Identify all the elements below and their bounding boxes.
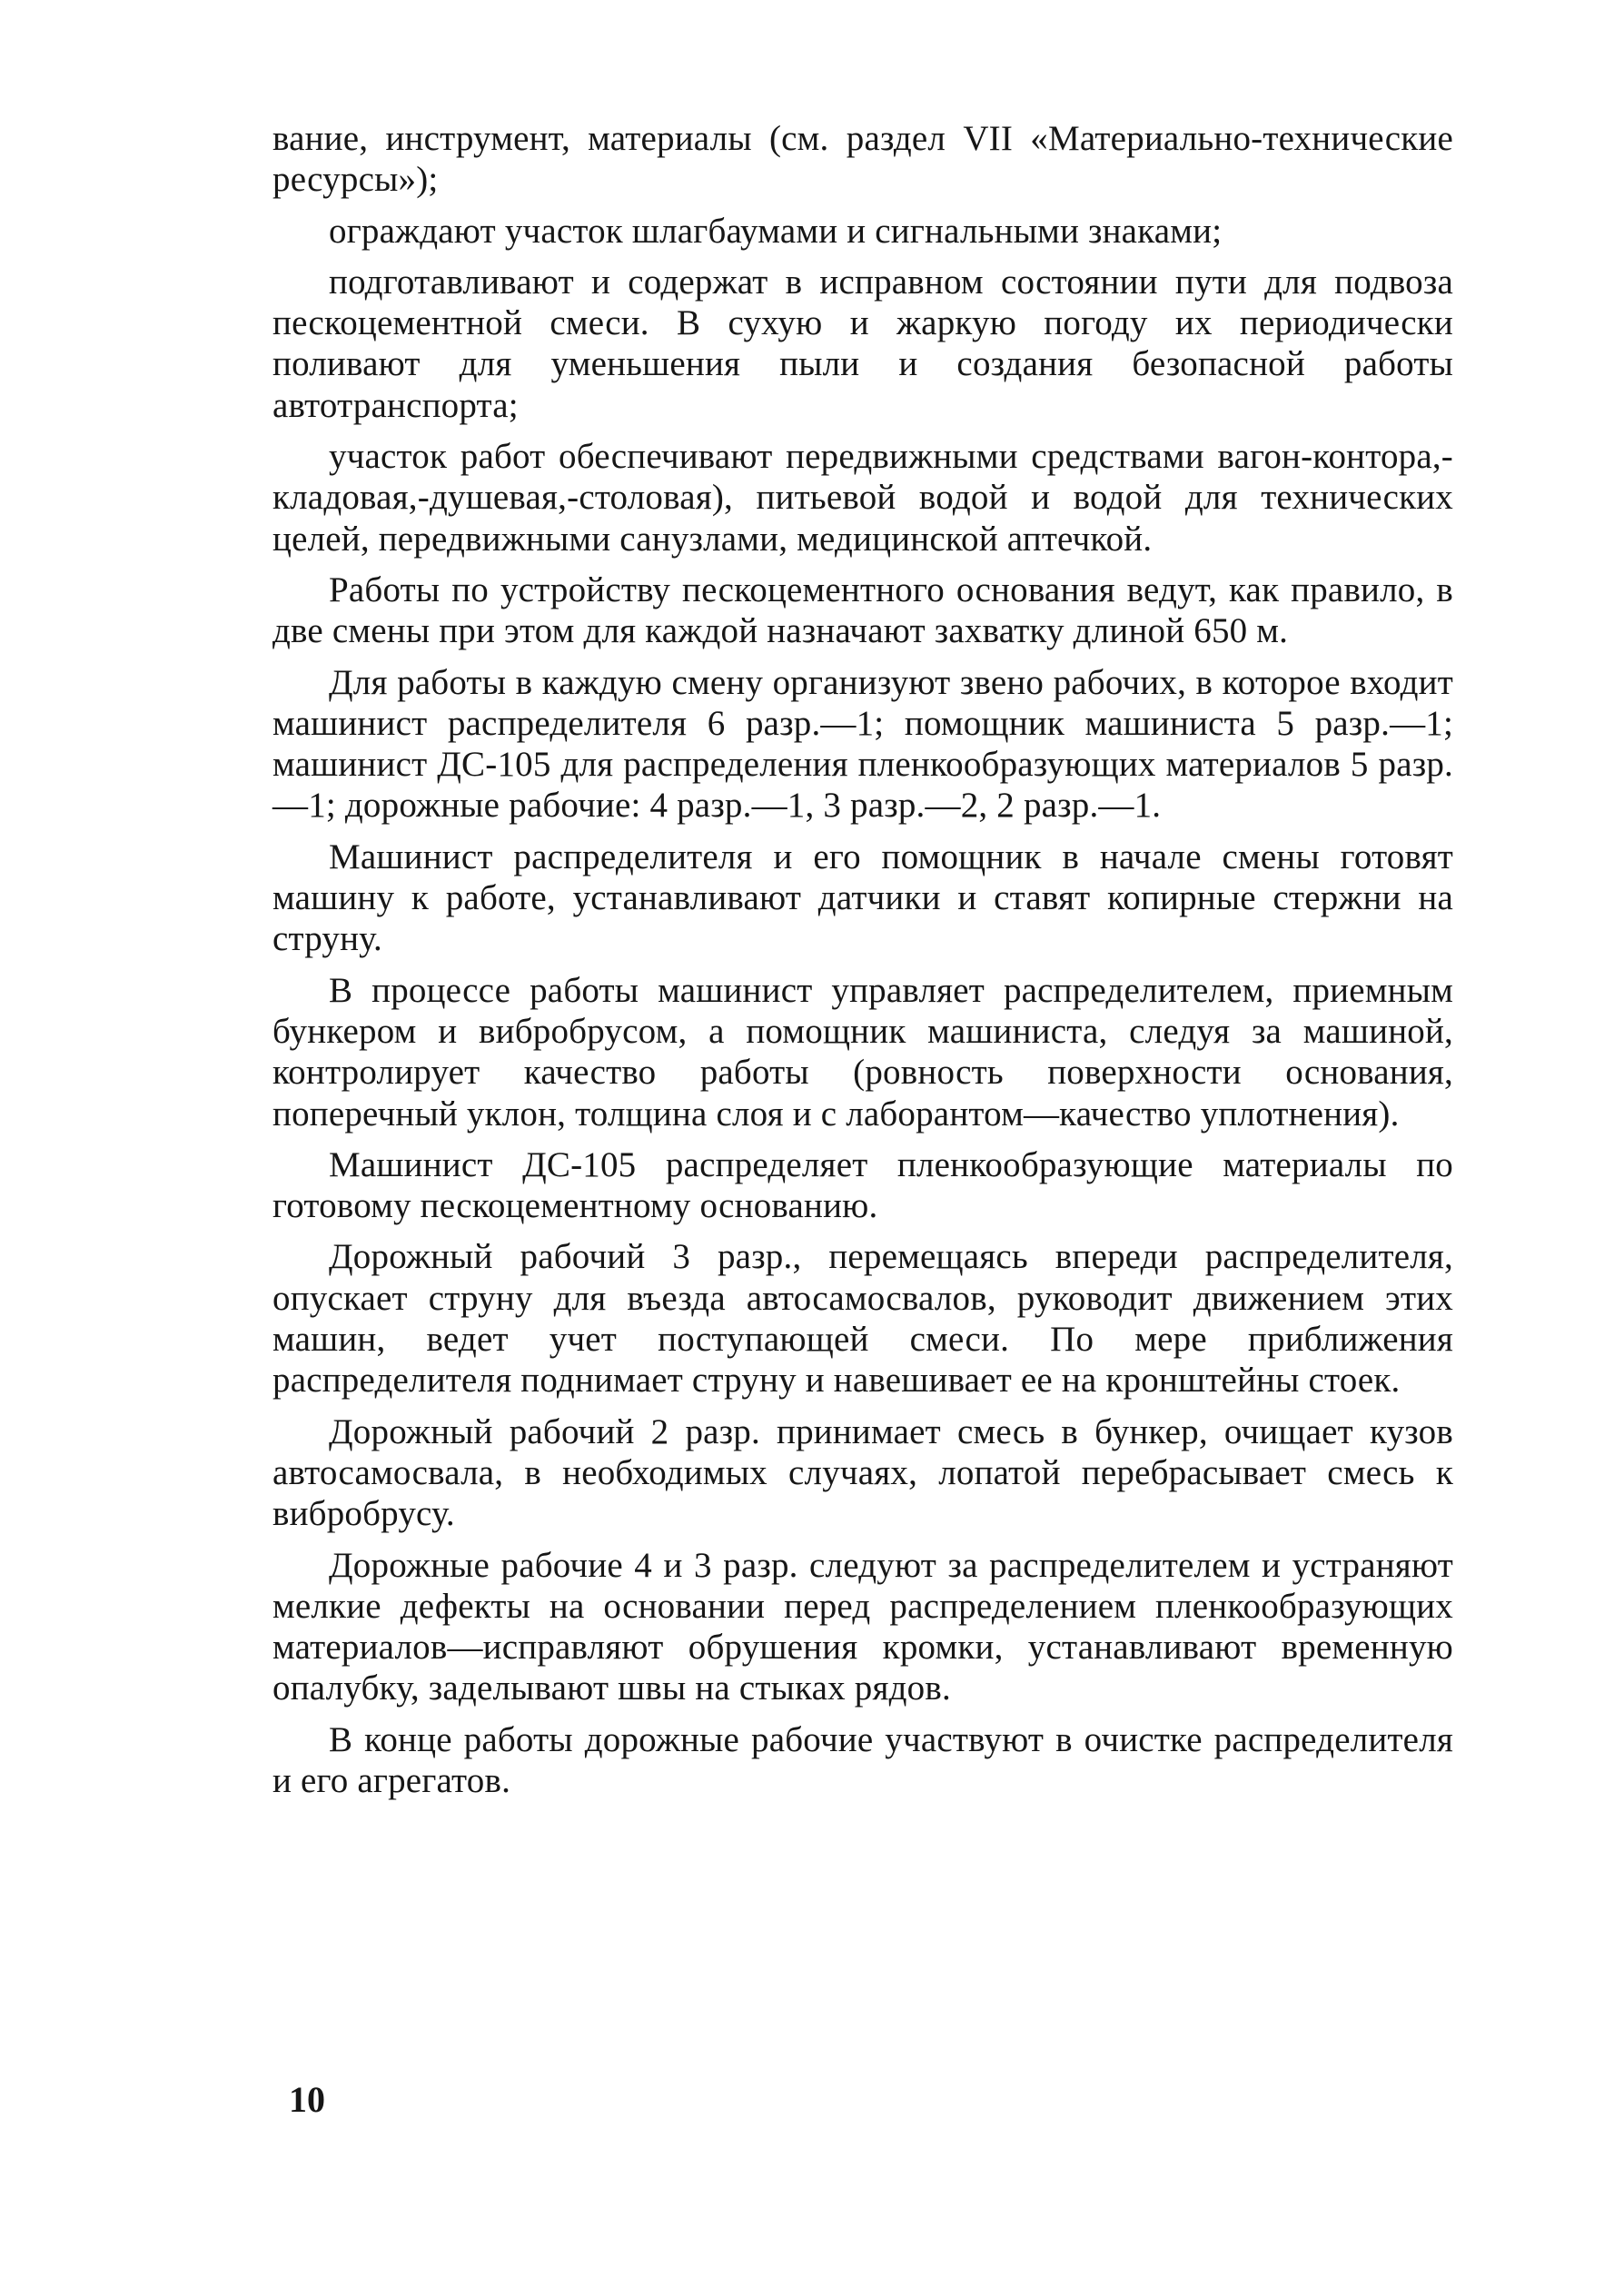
paragraph-continuation: вание, инструмент, материалы (см. раздел VII «Материально-технические ресурсы»);	[272, 119, 1453, 200]
paragraph-preparation: Машинист распределителя и его помощник в начале смены готовят машину к работе, устанавливают датчики и ставят копирные стержни на струну.	[272, 837, 1453, 959]
paragraph-facilities: участок работ обеспечивают передвижными средствами вагон-контора,-кладовая,-душевая,-столовая), питьевой водой и водой для технических целей, передвижными санузлами, медицинской аптечкой.	[272, 437, 1453, 559]
paragraph-worker-2: Дорожный рабочий 2 разр. принимает смесь в бункер, очищает кузов автосамосвала, в необходимых случаях, лопатой перебрасывает смесь к вибробрусу.	[272, 1411, 1453, 1534]
paragraph-workers-4-3: Дорожные рабочие 4 и 3 разр. следуют за распределителем и устраняют мелкие дефекты на основании перед распределением пленкообразующих материалов—исправляют обрушения кромки, устанавливают временную опалубку, заделывают швы на стыках рядов.	[272, 1545, 1453, 1708]
paragraph-shifts: Работы по устройству пескоцементного основания ведут, как правило, в две смены при этом для каждой назначают захватку длиной 650 м.	[272, 569, 1453, 651]
paragraph-ds105: Машинист ДС-105 распределяет пленкообразующие материалы по готовому пескоцементному основанию.	[272, 1144, 1453, 1226]
paragraph-roads: подготавливают и содержат в исправном состоянии пути для подвоза пескоцементной смеси. В сухую и жаркую погоду их периодически поливают для уменьшения пыли и создания безопасной работы автотранспорта;	[272, 262, 1453, 425]
paragraph-crew: Для работы в каждую смену организуют звено рабочих, в которое входит машинист распределителя 6 разр.—1; помощник машиниста 5 разр.—1; машинист ДС-105 для распределения пленкообразующих материалов 5 разр.—1; дорожные рабочие: 4 разр.—1, 3 разр.—2, 2 разр.—1.	[272, 662, 1453, 826]
paragraph-fencing: ограждают участок шлагбаумами и сигнальными знаками;	[329, 211, 1223, 251]
page-number: 10	[289, 2079, 325, 2120]
paragraph-worker-3: Дорожный рабочий 3 разр., перемещаясь впереди распределителя, опускает струну для въезда автосамосвалов, руководит движением этих машин, ведет учет поступающей смеси. По мере приближения распределителя поднимает струну и навешивает ее на кронштейны стоек.	[272, 1237, 1453, 1401]
body-text	[272, 118, 1453, 1811]
paragraph-operation: В процессе работы машинист управляет распределителем, приемным бункером и вибробрусом, а помощник машиниста, следуя за машиной, контролирует качество работы (ровность поверхности основания, поперечный уклон, толщина слоя и с лаборантом—качество уплотнения).	[272, 970, 1453, 1134]
paragraph-cleanup: В конце работы дорожные рабочие участвуют в очистке распределителя и его агрегатов.	[272, 1719, 1453, 1800]
